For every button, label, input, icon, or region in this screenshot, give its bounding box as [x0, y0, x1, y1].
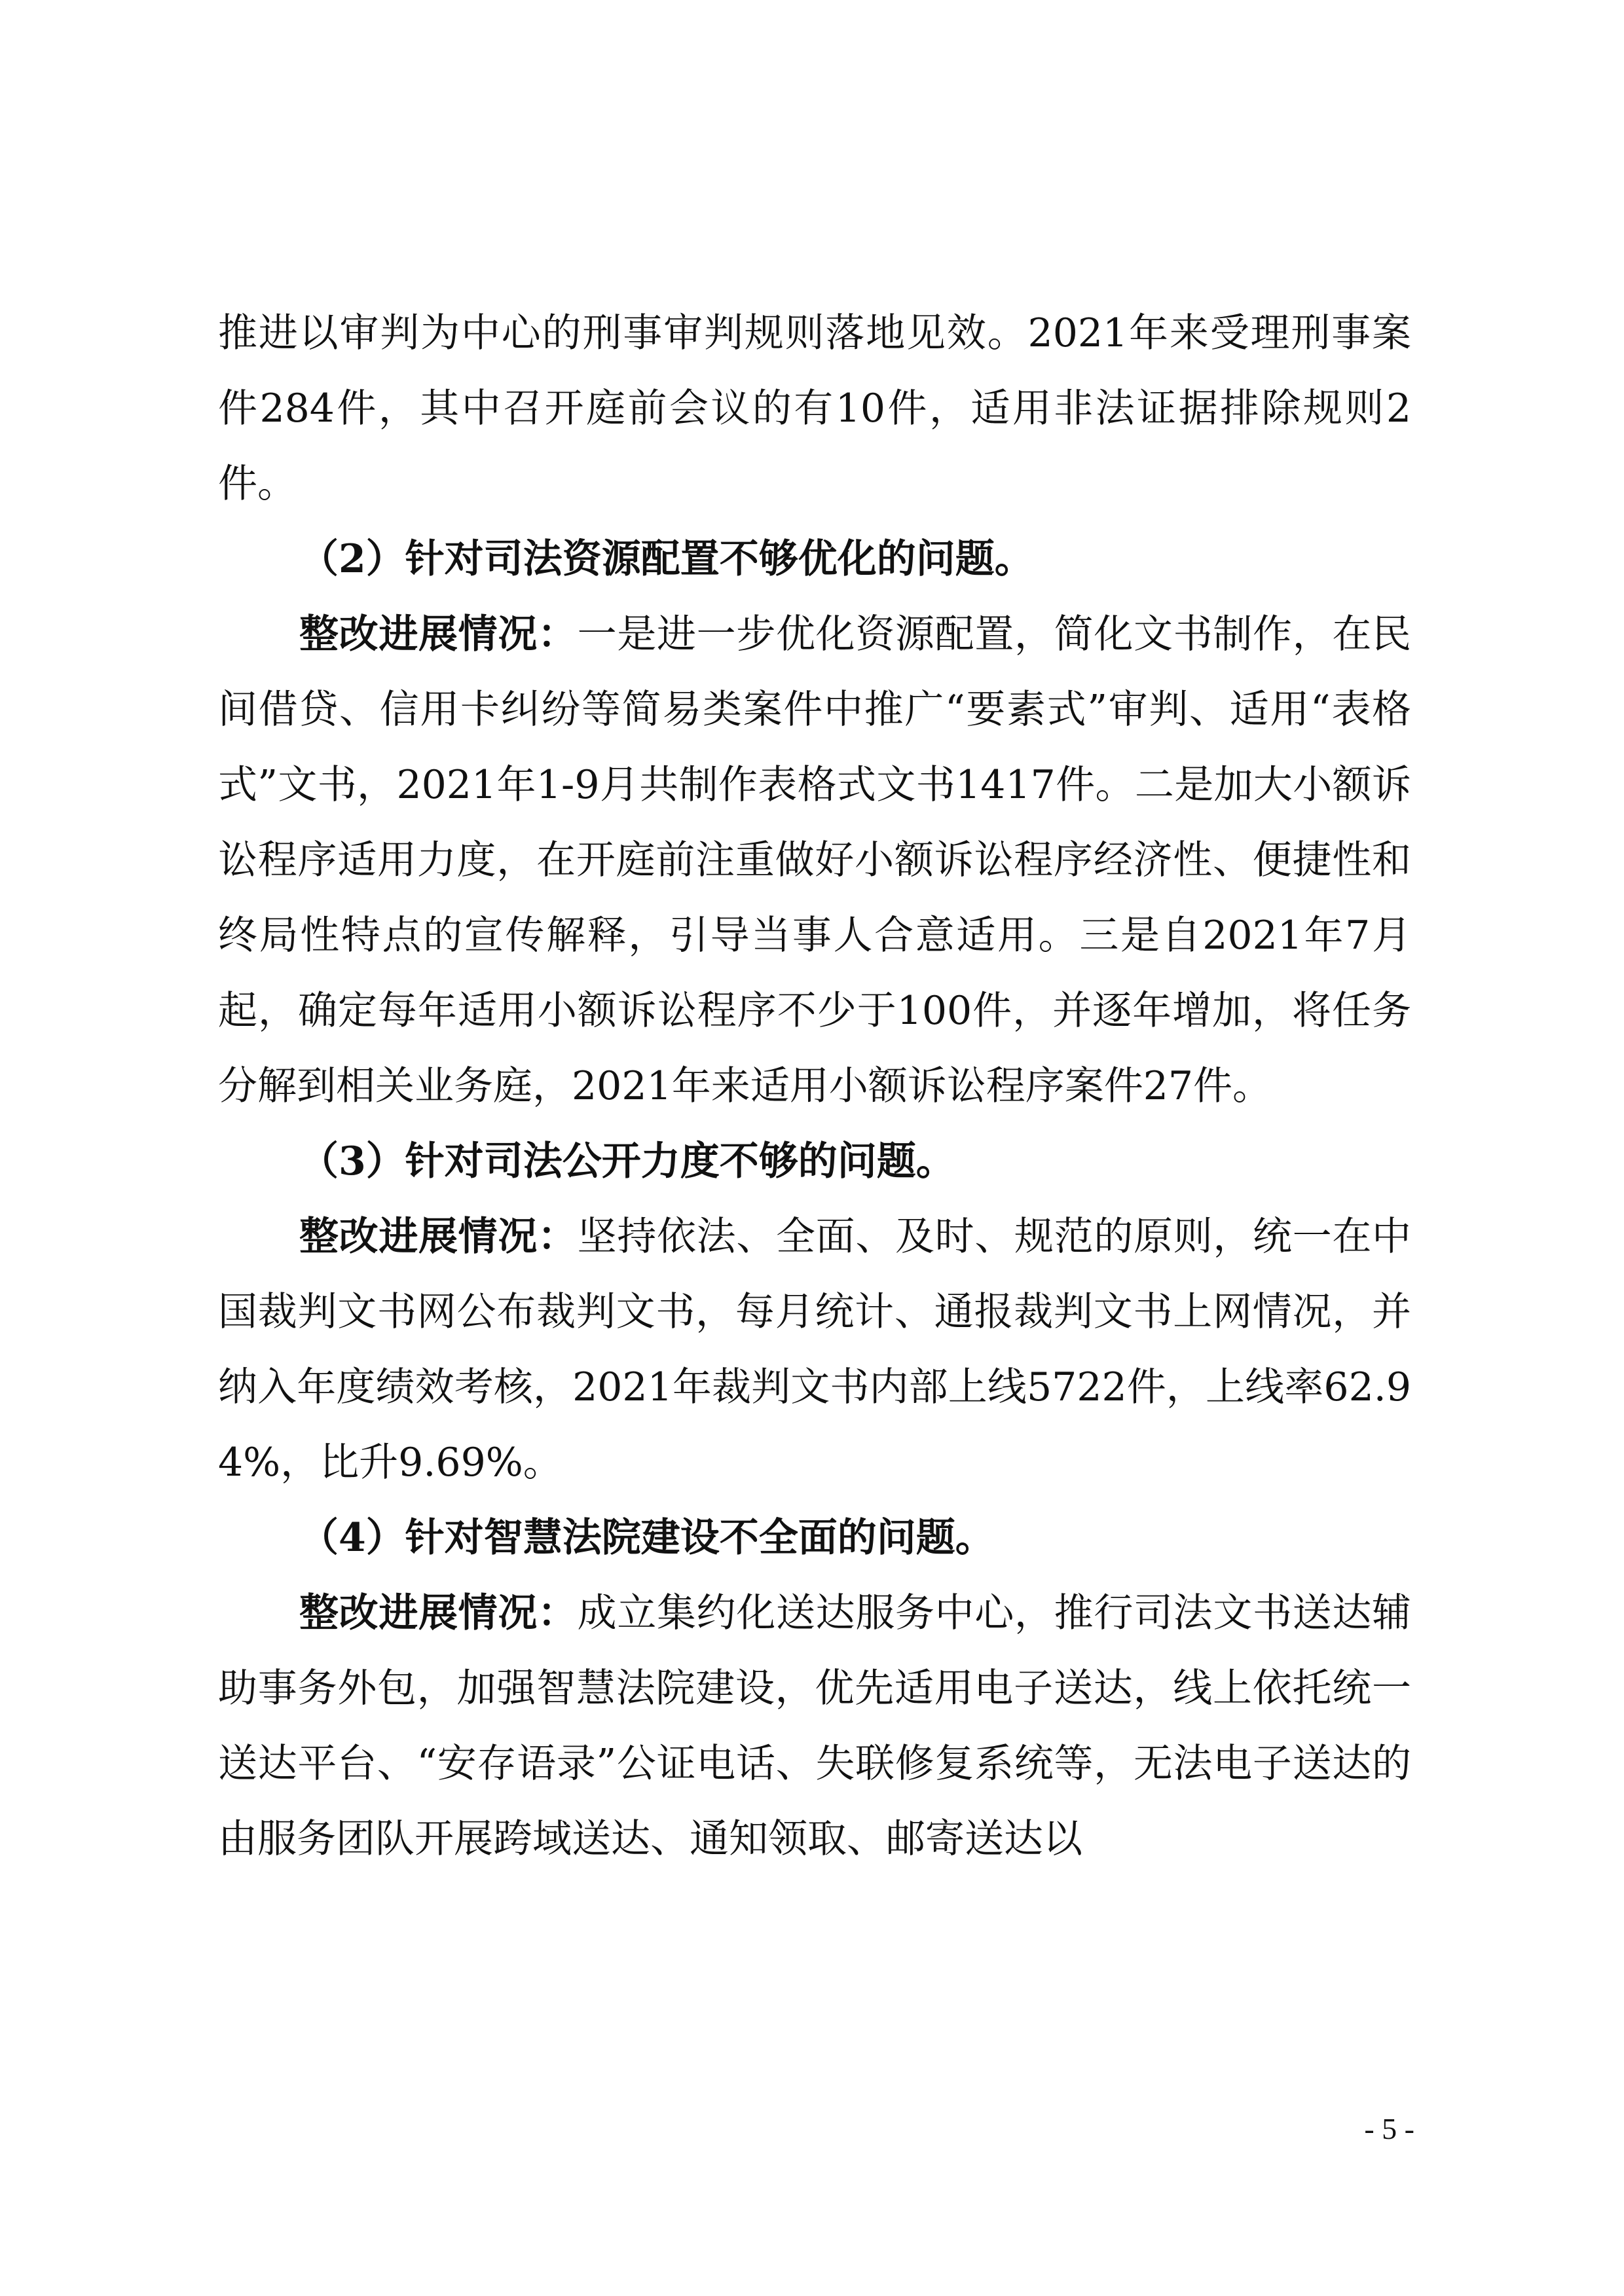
- body-paragraph: [218, 1576, 1411, 1877]
- paragraph-lead: 整改进展情况：: [299, 1590, 578, 1636]
- body-paragraph: [218, 1199, 1411, 1501]
- paragraph-text: 坚持依法、全面、及时、规范的原则，统一在中国裁判文书网公布裁判文书，每月统计、通报裁判文书上网情况，并纳入年度绩效考核，2021年裁判文书内部上线5722件，上线率62.94%，比升9.69%。: [218, 1214, 1412, 1485]
- paragraph-lead: 整改进展情况：: [299, 611, 578, 657]
- paragraph-text: 推进以审判为中心的刑事审判规则落地见效。2021年来受理刑事案件284件，其中召开庭前会议的有10件，适用非法证据排除规则2件。: [218, 310, 1411, 507]
- section-heading: [218, 522, 1411, 597]
- section-heading-text: （3）针对司法公开力度不够的问题。: [299, 1139, 955, 1184]
- body-paragraph: [218, 296, 1411, 522]
- section-heading-text: （2）针对司法资源配置不够优化的问题。: [299, 536, 1034, 582]
- paragraph-text: 一是进一步优化资源配置，简化文书制作，在民间借贷、信用卡纠纷等简易类案件中推广“要素式”审判、适用“表格式”文书，2021年1-9月共制作表格式文书1417件。二是加大小额诉讼程序适用力度，在开庭前注重做好小额诉讼程序经济性、便捷性和终局性特点的宣传解释，引导当事人合意适用。三是自2021年7月起，确定每年适用小额诉讼程序不少于100件，并逐年增加，将任务分解到相关业务庭，2021年来适用小额诉讼程序案件27件。: [218, 611, 1412, 1109]
- page-number: - 5 -: [1364, 2112, 1414, 2145]
- paragraph-text: 成立集约化送达服务中心，推行司法文书送达辅助事务外包，加强智慧法院建设，优先适用电子送达，线上依托统一送达平台、“安存语录”公证电话、失联修复系统等，无法电子送达的由服务团队开展跨域送达、通知领取、邮寄送达以: [218, 1590, 1412, 1862]
- document-body: [218, 296, 1411, 1877]
- section-heading-text: （4）针对智慧法院建设不全面的问题。: [299, 1515, 995, 1561]
- section-heading: [218, 1501, 1411, 1576]
- body-paragraph: [218, 597, 1411, 1124]
- paragraph-lead: 整改进展情况：: [299, 1214, 578, 1260]
- section-heading: [218, 1124, 1411, 1199]
